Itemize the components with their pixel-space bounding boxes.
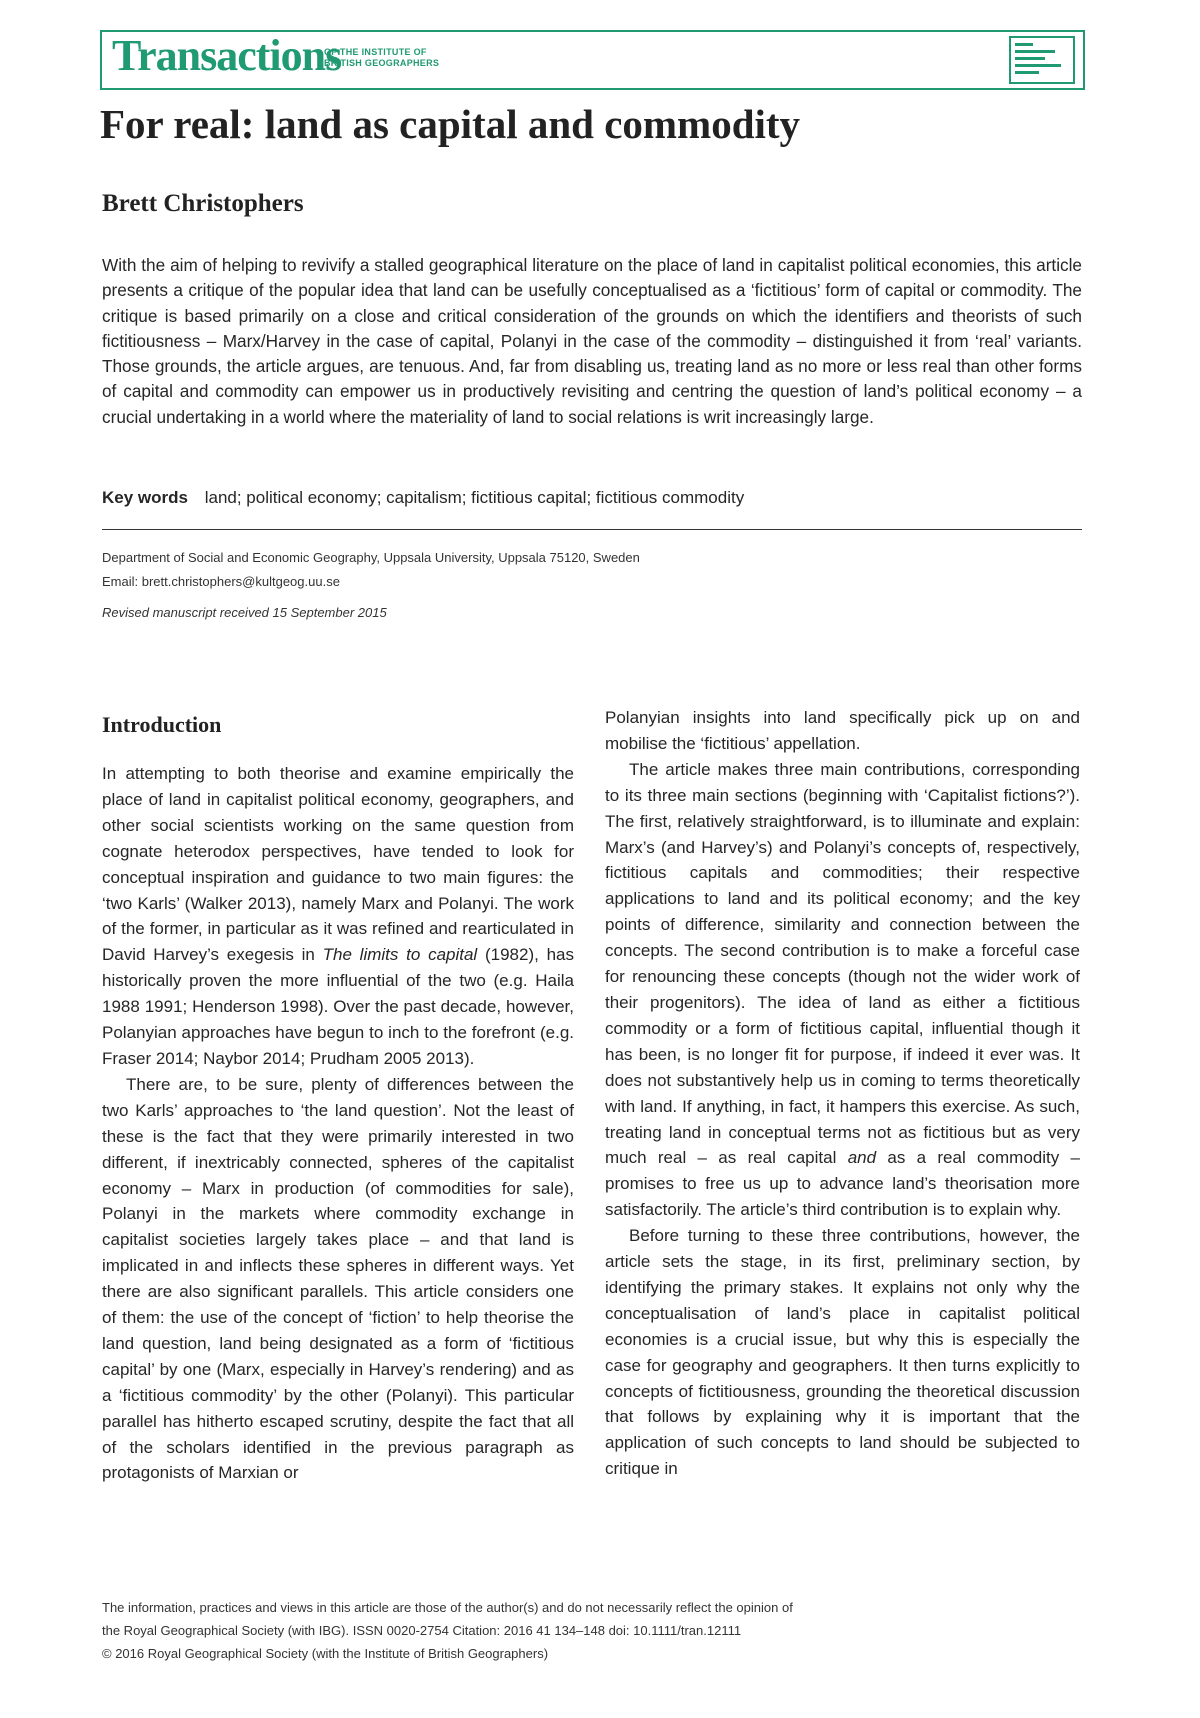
body-column-right — [605, 705, 1080, 1482]
abstract: With the aim of helping to revivify a stalled geographical literature on the place of land in capitalist political economies, this article presents a critique of the popular idea that land can be usefully conceptualised as a ‘fictitious’ form of capital or commodity. The critique is based primarily on a close and critical consideration of the grounds on which the identifiers and theorists of such fictitiousness – Marx/Harvey in the case of capital, Polanyi in the case of the commodity – distinguished it from ‘real’ variants. Those grounds, the article argues, are tenuous. And, far from disabling us, treating land as no more or less real than other forms of capital and commodity can empower us in productively revisiting and centring the question of land’s political economy – a crucial undertaking in a world where the materiality of land to social relations is writ increasingly large. — [102, 255, 1082, 427]
section-heading-introduction: Introduction — [102, 712, 222, 737]
disclaimer: The information, practices and views in this article are those of the author(s) and do not necessarily reflect the opinion of — [102, 1600, 793, 1615]
author-email[interactable]: Email: brett.christophers@kultgeog.uu.se — [102, 574, 340, 589]
divider — [102, 529, 1082, 530]
affiliation: Department of Social and Economic Geography, Uppsala University, Uppsala 75120, Sweden — [102, 550, 640, 565]
paragraph: In attempting to both theorise and examine empirically the place of land in capitalist political economy, geographers, and other social scientists working on the same question from cognate heterodox perspectives, have tended to look for conceptual inspiration and guidance to two main figures: the ‘two Karls’ (Walker 2013), namely Marx and Polanyi. The work of the former, in particular as it was refined and rearticulated in David Harvey’s exegesis in The limits to capital (1982), has historically proven the more influential of the two (e.g. Haila 1988 1991; Henderson 1998). Over the past decade, however, Polanyian approaches have begun to inch to the forefront (e.g. Fraser 2014; Naybor 2014; Prudham 2005 2013). — [102, 764, 574, 1068]
revised-date: Revised manuscript received 15 September 2015 — [102, 605, 387, 620]
page-footer — [102, 1596, 1082, 1665]
paragraph: Before turning to these three contributions, however, the article sets the stage, in its first, preliminary section, by identifying the primary stakes. It explains not only why the conceptualisation of land’s place in capitalist political economies is a crucial issue, but why this is especially the case for geography and geographers. It then turns explicitly to concepts of fictitiousness, grounding the theoretical discussion that follows by explaining why it is important that the application of such concepts to land should be subjected to critique in — [605, 1226, 1080, 1479]
affiliation-block — [102, 546, 640, 594]
keywords-list: land; political economy; capitalism; fictitious capital; fictitious commodity — [204, 488, 745, 507]
paragraph: There are, to be sure, plenty of differences between the two Karls’ approaches to ‘the land question’. Not the least of these is the fact that they were primarily interested in two different, if inextricably connected, spheres of the capitalist economy – Marx in production (of commodities for sale), Polanyi in the markets where commodity exchange in capitalist societies largely takes place – and that land is implicated in and inflects these spheres in different ways. Yet there are also significant parallels. This article considers one of them: the use of the concept of ‘fiction’ to help theorise the land question, land being designated as a form of ‘fictitious capital’ by one (Marx, especially in Harvey’s rendering) and as a ‘fictitious commodity’ by the other (Polanyi). This particular parallel has hitherto escaped scrutiny, despite the fact that all of the scholars identified in the previous paragraph as protagonists of Marxian or — [102, 1074, 574, 1483]
keywords — [102, 488, 1082, 508]
journal-subtitle: OF THE INSTITUTE OF BRITISH GEOGRAPHERS — [324, 47, 440, 68]
copyright: © 2016 Royal Geographical Society (with the Institute of British Geographers) — [102, 1646, 549, 1661]
article-title: For real: land as capital and commodity — [100, 101, 801, 147]
society-logo-icon — [1009, 36, 1075, 84]
article-author: Brett Christophers — [102, 190, 304, 217]
keywords-label: Key words — [102, 488, 188, 507]
journal-name: Transactions — [112, 31, 342, 80]
paragraph: Polanyian insights into land specifically pick up on and mobilise the ‘fictitious’ appellation. — [605, 708, 1080, 753]
paragraph: The article makes three main contributions, corresponding to its three main sections (beginning with ‘Capitalist fictions?’). The first, relatively straightforward, is to illuminate and explain: Marx’s (and Harvey’s) and Polanyi’s concepts of, respectively, fictitious capitals and commodities; their respective applications to land and its political economy; and the key points of difference, similarity and connection between the concepts. The second contribution is to make a forceful case for renouncing these concepts (though not the wider work of their progenitors). The idea of land as either a fictitious commodity or a form of fictitious capital, influential though it has been, is no longer fit for purpose, if indeed it ever was. It does not substantively help us in coming to terms theoretically with land. If anything, in fact, it hampers this exercise. As such, treating land in conceptual terms not as fictitious but as very much real – as real capital and as a real commodity – promises to free us up to advance land’s theorisation more satisfactorily. The article’s third contribution is to explain why. — [605, 759, 1081, 1220]
citation: the Royal Geographical Society (with IBG). ISSN 0020-2754 Citation: 2016 41 134–148 doi: 10.1111/tran.12111 — [102, 1623, 742, 1638]
journal-masthead — [100, 30, 1085, 90]
